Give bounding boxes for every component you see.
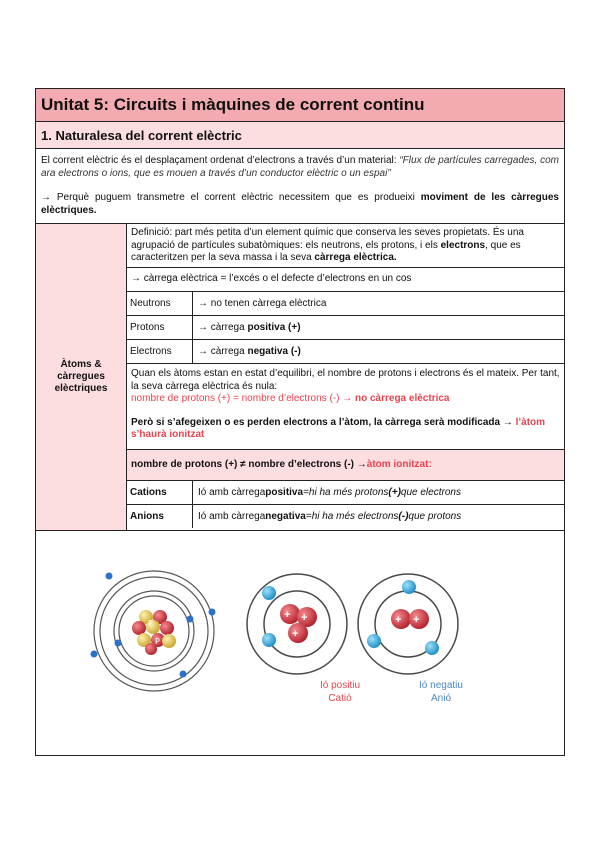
- ionized-condition: nombre de protons (+) ≠ nombre d’electrons (-) → àtom ionitzat:: [127, 450, 564, 481]
- svg-text:+: +: [395, 614, 402, 626]
- worksheet: [35, 88, 565, 756]
- intro-paragraph-1: El corrent elèctric és el desplaçament ordenat d’electrons a través d’un material: “Flux de partícules carregades, com ara electrons o ions, que es mouen a través d’un conductor elèctric o un espai”: [41, 155, 559, 179]
- positive-ion: [247, 574, 347, 674]
- negative-ion: [358, 574, 458, 674]
- svg-text:+: +: [284, 609, 291, 621]
- positive-ion-caption: Ió positiu Catió: [319, 680, 361, 704]
- charge-definition: → càrrega elèctrica = l’excés o el defecte d’electrons en un cos: [127, 268, 564, 292]
- neutral-atom: [91, 571, 216, 691]
- atom-diagrams: [36, 531, 564, 807]
- section-title: 1. Naturalesa del corrent elèctric: [36, 122, 564, 149]
- svg-text:+: +: [292, 628, 299, 640]
- intro-block: [36, 149, 564, 224]
- particle-row-electrons: Electrons → càrrega negativa (-): [127, 340, 564, 364]
- definition-quote: “Flux de partícules carregades, com ara electrons o ions, que es mouen a través d’un conductor elèctric o un espai”: [41, 155, 559, 179]
- particle-row-neutrons: Neutrons → no tenen càrrega elèctrica: [127, 292, 564, 316]
- equilibrium-block: Quan els àtoms estan en estat d’equilibri, el nombre de protons i electrons és el mateix. Per tant, la seva càrrega elèctrica és nula: nombre de protons (+) = nombre d’electrons (-) → no càrrega elèctrica Però si s’afegeixen o es perden electrons a l’àtom, la càrrega serà modificada → l’àtom s’haurà ionitzat: [127, 364, 564, 450]
- svg-text:P: P: [148, 619, 153, 628]
- atoms-body: [127, 224, 564, 530]
- atom-definition: Definició: part més petita d’un element químic que conserva les seves propietats. És una agrupació de partícules subatòmiques: els neutrons, els protons, i els electrons, que es caracteritzen per la seva massa i la seva càrrega elèctrica.: [127, 224, 564, 268]
- atom-illustrations: [36, 531, 564, 807]
- atoms-label: Àtoms & càrregues elèctriques: [36, 224, 127, 530]
- atoms-table: [36, 224, 564, 531]
- unit-title: Unitat 5: Circuits i màquines de corrent continu: [36, 89, 564, 122]
- ion-row-cations: Cations Ió amb càrrega positiva = hi ha més protons (+) que electrons: [127, 481, 564, 505]
- particle-row-protons: Protons → càrrega positiva (+): [127, 316, 564, 340]
- ion-row-anions: Anions Ió amb càrrega negativa = hi ha més electrons (-) que protons: [127, 505, 564, 528]
- negative-ion-caption: Ió negatiu Anió: [419, 680, 463, 704]
- intro-paragraph-2: → Perquè puguem transmetre el corrent elèctric necessitem que es produeixi moviment de les càrregues elèctriques.: [41, 192, 559, 216]
- svg-text:+: +: [413, 614, 420, 626]
- svg-text:P: P: [155, 637, 160, 646]
- svg-text:+: +: [301, 612, 308, 624]
